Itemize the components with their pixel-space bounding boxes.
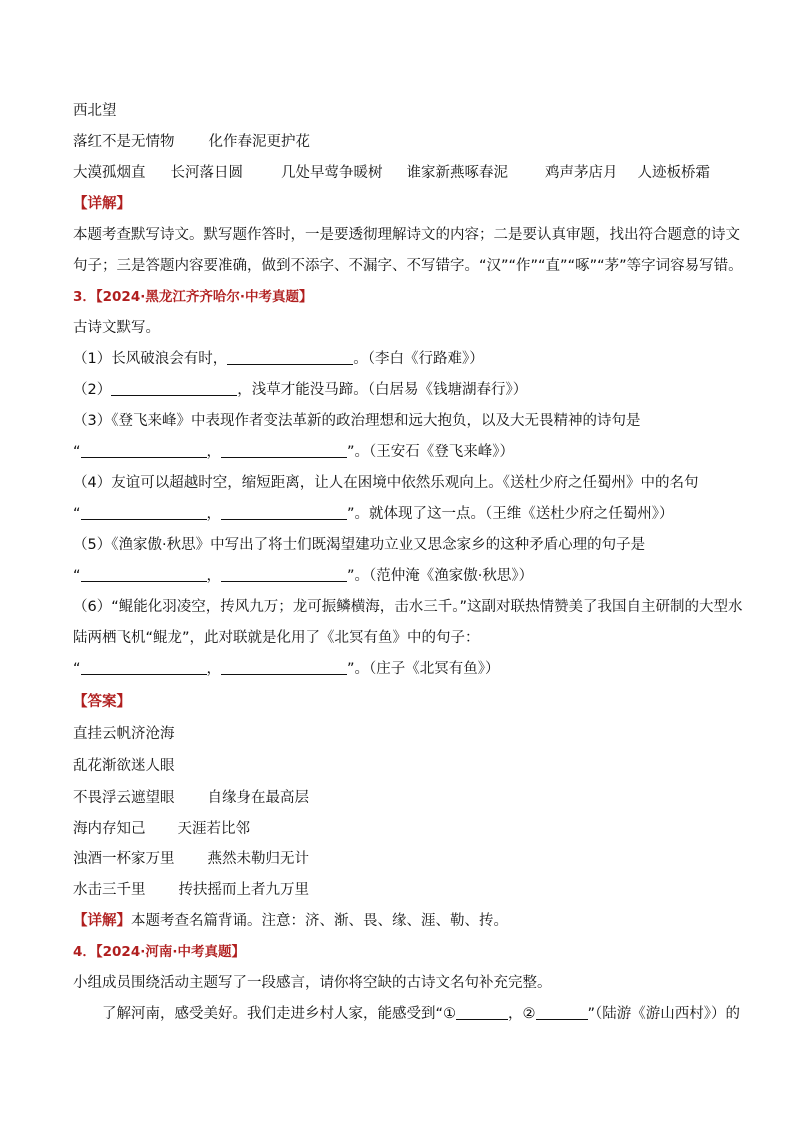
answer-line: 直挂云帆济沧海 xyxy=(73,726,175,742)
question-item: （4）友谊可以超越时空，缩短距离，让人在困境中依然乐观向上。《送杜少府之任蜀州》中的名句 xyxy=(73,475,699,491)
question-intro: 小组成员围绕活动主题写了一段感言，请你将空缺的古诗文名句补充完整。 xyxy=(73,975,552,991)
question-paragraph: 了解河南，感受美好。我们走进乡村人家，能感受到“① ，② ”（陆游《游山西村》）的 xyxy=(102,1006,741,1022)
fill-blank[interactable] xyxy=(81,443,207,458)
question-header: 4．【2024·河南·中考真题】 xyxy=(73,944,245,960)
question-item: （6）“鲲能化羽凌空，抟风九万；龙可振鳞横海，击水三千。”这副对联热情赞美了我国自主研制的大型水 xyxy=(73,599,743,615)
question-item-blanks: “ ， ”。（范仲淹《渔家傲·秋思》） xyxy=(73,568,534,584)
fill-blank[interactable] xyxy=(227,350,353,365)
fill-blank[interactable] xyxy=(81,567,207,582)
fill-blank[interactable] xyxy=(536,1005,588,1020)
fill-blank[interactable] xyxy=(221,505,347,520)
question-item-blanks: “ ， ”。（庄子《北冥有鱼》） xyxy=(73,661,500,677)
detail-line xyxy=(73,911,754,931)
answer-line: 大漠孤烟直 长河落日圆 几处早莺争暖树 谁家新燕啄春泥 鸡声茅店月 人迹板桥霜 xyxy=(73,165,710,181)
fill-blank[interactable] xyxy=(111,381,237,396)
fill-blank[interactable] xyxy=(221,443,347,458)
question-item: （2） ，浅草才能没马蹄。（白居易《钱塘湖春行》） xyxy=(73,382,528,398)
answer-line: 海内存知己 天涯若比邻 xyxy=(73,821,250,837)
question-intro: 古诗文默写。 xyxy=(73,320,160,336)
fill-blank[interactable] xyxy=(81,660,207,675)
answer-line: 不畏浮云遮望眼 自缘身在最高层 xyxy=(73,790,309,806)
fill-blank[interactable] xyxy=(221,567,347,582)
answer-line: 落红不是无情物 化作春泥更护花 xyxy=(73,134,310,150)
question-item: 陆两栖飞机“鲲龙”，此对联就是化用了《北冥有鱼》中的句子： xyxy=(73,630,480,646)
detail-text: 本题考查默写诗文。默写题作答时，一是要透彻理解诗文的内容；二是要认真审题，找出符合题意的诗文 xyxy=(73,227,740,243)
question-item: （1）长风破浪会有时， 。（李白《行路难》） xyxy=(73,351,484,367)
question-header: 3．【2024·黑龙江齐齐哈尔·中考真题】 xyxy=(73,289,313,305)
answer-line: 水击三千里 抟扶摇而上者九万里 xyxy=(73,882,309,898)
answer-line: 乱花渐欲迷人眼 xyxy=(73,758,175,774)
detail-text: 句子；三是答题内容要准确，做到不添字、不漏字、不写错字。“汉”“作”“直”“啄”“茅”等字词容易写错。 xyxy=(73,258,743,274)
question-item-blanks: “ ， ”。（王安石《登飞来峰》） xyxy=(73,444,515,460)
fill-blank[interactable] xyxy=(81,505,207,520)
question-item: （5）《渔家傲·秋思》中写出了将士们既渴望建功立业又思念家乡的这种矛盾心理的句子是 xyxy=(73,537,646,553)
detail-label: 【详解】 xyxy=(73,913,131,929)
fill-blank[interactable] xyxy=(456,1005,508,1020)
answer-line: 浊酒一杯家万里 燕然未勒归无计 xyxy=(73,851,309,867)
fill-blank[interactable] xyxy=(221,660,347,675)
question-item: （3）《登飞来峰》中表现作者变法革新的政治理想和远大抱负，以及大无畏精神的诗句是 xyxy=(73,413,641,429)
question-item-blanks: “ ， ”。就体现了这一点。（王维《送杜少府之任蜀州》） xyxy=(73,506,674,522)
answer-line: 西北望 xyxy=(73,103,117,119)
detail-text: 本题考查名篇背诵。注意：济、渐、畏、缘、涯、勒、抟。 xyxy=(131,913,508,929)
answer-label: 【答案】 xyxy=(73,694,131,710)
detail-label: 【详解】 xyxy=(73,196,131,212)
